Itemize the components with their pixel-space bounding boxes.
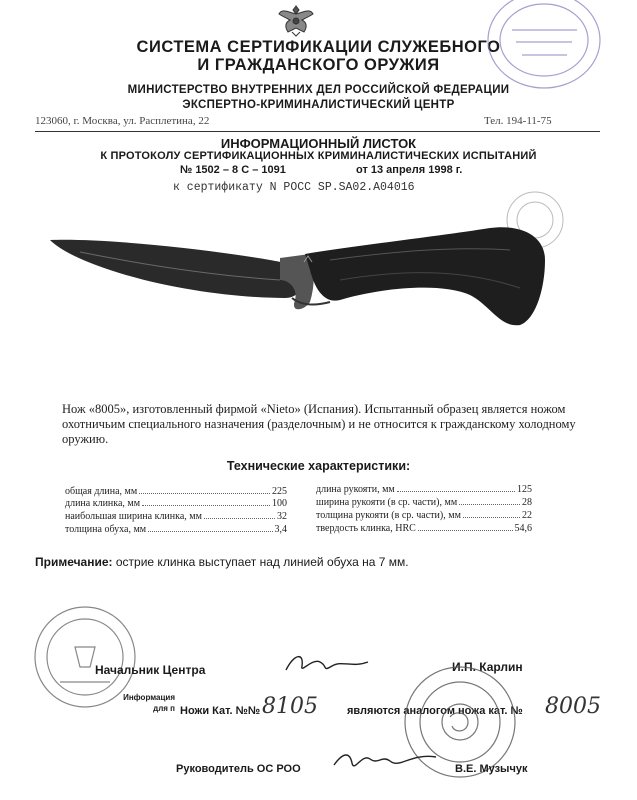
spec-value: 28 [522,497,532,508]
spec-label: длина рукояти, мм [316,484,395,495]
eagle-emblem-icon [276,2,316,38]
stamp-top-right-icon [482,0,602,95]
analog-number-handwritten: 8005 [545,694,601,719]
spec-label: толщина обуха, мм [65,524,147,535]
spec-value: 32 [277,511,287,522]
ministry-line2: ЭКСПЕРТНО-КРИМИНАЛИСТИЧЕСКИЙ ЦЕНТР [182,99,455,111]
chief-title: Начальник Центра [95,663,206,677]
tech-specs-title: Технические характеристики: [226,459,411,473]
system-title-line1: СИСТЕМА СЕРТИФИКАЦИИ СЛУЖЕБНОГО [136,38,501,56]
spec-label: общая длина, мм [65,486,138,497]
spec-row-right-2 [316,510,532,521]
note-text [35,555,409,569]
spec-row-right-3 [316,523,532,534]
head-signature-icon [330,745,440,777]
protocol-date: от 13 апреля 1998 г. [356,164,463,176]
ministry-line1: МИНИСТЕРСТВО ВНУТРЕННИХ ДЕЛ РОССИЙСКОЙ ФЕДЕРАЦИИ [127,84,510,96]
knife-photo-icon [40,210,560,360]
spec-value: 3,4 [274,524,287,535]
spec-row-left-3 [65,524,287,535]
spec-value: 100 [272,498,287,509]
head-title: Руководитель ОС РОО [176,763,301,775]
info-sheet-title: ИНФОРМАЦИОННЫЙ ЛИСТОК [220,136,417,151]
certificate-number: к сертификату N РОСС SP.SA02.A04016 [173,181,415,194]
chief-name: И.П. Карлин [452,660,523,674]
spec-value: 225 [272,486,287,497]
spec-value: 54,6 [514,523,532,534]
phone-text: Тел. 194-11-75 [484,115,552,127]
spec-label: твердость клинка, HRC [316,523,416,534]
knives-catalog-label: Ножи Кат. №№ [180,705,261,717]
spec-value: 125 [517,484,532,495]
analog-label: являются аналогом ножа кат. № [347,705,523,717]
spec-row-left-1 [65,498,287,509]
head-name: В.Е. Музычук [455,763,528,775]
knife-description: Нож «8005», изготовленный фирмой «Nieto» (Испания). Испытанный образец является ножом охотничьим специального назначения (разделочным) и не относится к гражданскому холодному оружию. [62,402,576,446]
protocol-number: № 1502 – 8 С – 1091 [180,164,286,176]
info-small-text: Информация для п [123,693,175,713]
spec-value: 22 [522,510,532,521]
spec-label: ширина рукояти (в ср. части), мм [316,497,458,508]
spec-row-right-0 [316,484,532,495]
chief-signature-icon [282,648,372,678]
spec-row-left-2 [65,511,287,522]
spec-label: длина клинка, мм [65,498,141,509]
note-label: Примечание: [35,555,113,569]
spec-row-right-1 [316,497,532,508]
spec-label: наибольшая ширина клинка, мм [65,511,202,522]
spec-label: толщина рукояти (в ср. части), мм [316,510,461,521]
system-title-line2: И ГРАЖДАНСКОГО ОРУЖИЯ [197,56,440,74]
header-divider [35,131,600,132]
info-sheet-subtitle: К ПРОТОКОЛУ СЕРТИФИКАЦИОННЫХ КРИМИНАЛИСТИЧЕСКИХ ИСПЫТАНИЙ [100,150,537,162]
catalog-number-handwritten: 8105 [262,694,318,719]
note-body: острие клинка выступает над линией обуха на 7 мм. [115,555,409,569]
address-text: 123060, г. Москва, ул. Расплетина, 22 [35,115,210,127]
spec-row-left-0 [65,486,287,497]
